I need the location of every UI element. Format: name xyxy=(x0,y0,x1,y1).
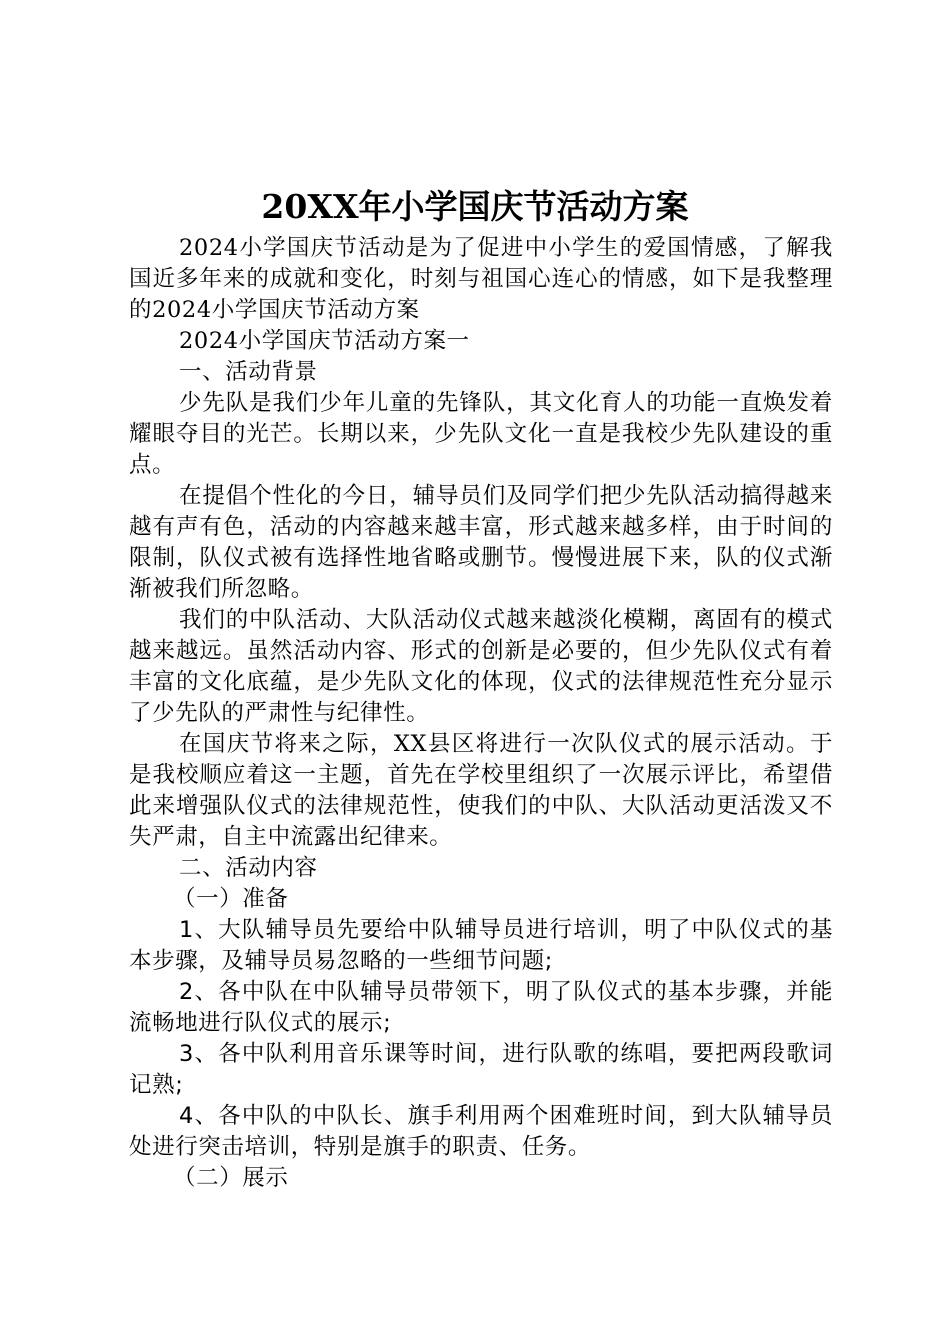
document-body xyxy=(129,233,833,1194)
background-paragraph-3: 我们的中队活动、大队活动仪式越来越淡化模糊，离固有的模式越来越远。虽然活动内容、形式的创新是必要的，但少先队仪式有着丰富的文化底蕴，是少先队文化的体现，仪式的法律规范性充分显示了少先队的严肃性与纪律性。 xyxy=(129,607,833,726)
subsection-heading-display: （二）展示 xyxy=(173,1165,289,1191)
preparation-item-4: 4、各中队的中队长、旗手利用两个困难班时间，到大队辅导员处进行突击培训，特别是旗手的职责、任务。 xyxy=(129,1103,833,1160)
subsection-heading-preparation: （一）准备 xyxy=(173,886,289,912)
background-paragraph-1: 少先队是我们少年儿童的先锋队，其文化育人的功能一直焕发着耀眼夺目的光芒。长期以来，少先队文化一直是我校少先队建设的重点。 xyxy=(129,390,833,478)
preparation-item-2: 2、各中队在中队辅导员带领下，明了队仪式的基本步骤，并能流畅地进行队仪式的展示; xyxy=(129,979,833,1036)
section-heading-content: 二、活动内容 xyxy=(179,855,318,881)
document-title: 20XX年小学国庆节活动方案 xyxy=(261,187,689,226)
preparation-item-1: 1、大队辅导员先要给中队辅导员进行培训，明了中队仪式的基本步骤，及辅导员易忽略的一些细节问题; xyxy=(129,917,833,974)
section-heading-background: 一、活动背景 xyxy=(179,359,318,385)
preparation-item-3: 3、各中队利用音乐课等时间，进行队歌的练唱，要把两段歌词记熟; xyxy=(129,1041,833,1098)
intro-paragraph: 2024小学国庆节活动是为了促进中小学生的爱国情感，了解我国近多年来的成就和变化，时刻与祖国心连心的情感，如下是我整理的2024小学国庆节活动方案 xyxy=(129,235,833,323)
background-paragraph-4: 在国庆节将来之际，XX县区将进行一次队仪式的展示活动。于是我校顺应着这一主题，首先在学校里组织了一次展示评比，希望借此来增强队仪式的法律规范性，使我们的中队、大队活动更活泼又不失严肃，自主中流露出纪律来。 xyxy=(129,731,833,850)
background-paragraph-2: 在提倡个性化的今日，辅导员们及同学们把少先队活动搞得越来越有声有色，活动的内容越来越丰富，形式越来越多样，由于时间的限制，队仪式被有选择性地省略或删节。慢慢进展下来，队的仪式渐渐被我们所忽略。 xyxy=(129,483,833,602)
plan-subtitle: 2024小学国庆节活动方案一 xyxy=(179,328,470,354)
